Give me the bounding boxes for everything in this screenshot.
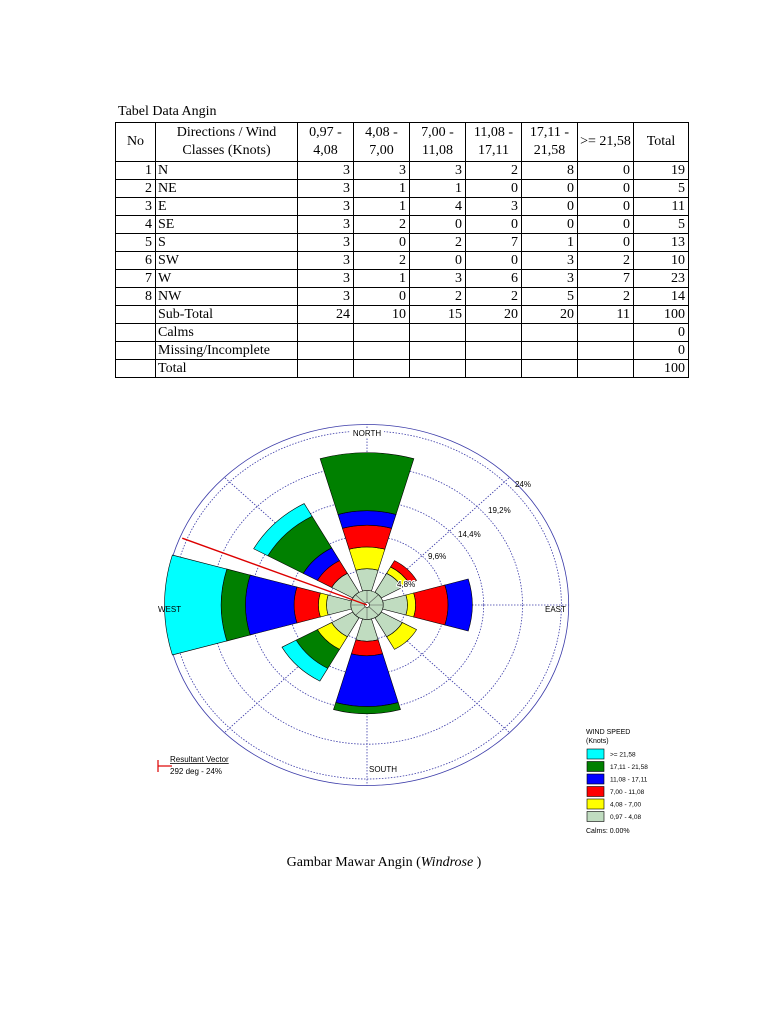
resultant-label: Resultant Vector bbox=[170, 755, 229, 764]
value-cell: 19 bbox=[634, 162, 689, 180]
value-cell: 0 bbox=[578, 234, 634, 252]
value-cell: 1 bbox=[354, 180, 410, 198]
legend-label: >= 21,58 bbox=[610, 751, 636, 759]
value-cell: 0 bbox=[634, 342, 689, 360]
header-class-4: 11,08 - 17,11 bbox=[466, 123, 522, 162]
header-total: Total bbox=[634, 123, 689, 162]
value-cell: 4 bbox=[410, 198, 466, 216]
legend-swatch bbox=[587, 749, 604, 759]
value-cell: 0 bbox=[578, 180, 634, 198]
figure-caption bbox=[0, 855, 768, 871]
rose-petal-segment bbox=[336, 654, 399, 707]
rose-petal-segment bbox=[320, 453, 414, 515]
row-number-cell: 5 bbox=[116, 234, 156, 252]
header-class-3: 7,00 - 11,08 bbox=[410, 123, 466, 162]
compass-label-north: NORTH bbox=[352, 429, 382, 438]
value-cell: 3 bbox=[298, 162, 354, 180]
direction-cell: Sub-Total bbox=[156, 306, 298, 324]
value-cell: 3 bbox=[410, 270, 466, 288]
value-cell: 0 bbox=[466, 252, 522, 270]
value-cell: 3 bbox=[522, 270, 578, 288]
rose-legend bbox=[586, 729, 648, 835]
value-cell: 0 bbox=[522, 180, 578, 198]
ring-label: 9,6% bbox=[428, 552, 447, 561]
rose-petals bbox=[165, 453, 473, 714]
row-number-cell: 3 bbox=[116, 198, 156, 216]
value-cell: 3 bbox=[522, 252, 578, 270]
compass-label-west: WEST bbox=[158, 605, 182, 614]
rose-petal-segment bbox=[445, 579, 472, 631]
value-cell: 3 bbox=[298, 198, 354, 216]
legend-swatch bbox=[587, 799, 604, 809]
rose-petal-segment bbox=[406, 593, 416, 617]
value-cell: 1 bbox=[354, 270, 410, 288]
caption-text: Gambar Mawar Angin ( bbox=[286, 855, 421, 870]
value-cell: 10 bbox=[634, 252, 689, 270]
compass-label-south: SOUTH bbox=[369, 765, 397, 774]
caption-italic: Windrose bbox=[420, 855, 474, 870]
direction-cell: W bbox=[156, 270, 298, 288]
legend-calms: Calms: 0.00% bbox=[586, 828, 630, 835]
ring-label: 4,8% bbox=[397, 580, 416, 589]
value-cell: 0 bbox=[522, 198, 578, 216]
rose-petal-segment bbox=[318, 593, 328, 617]
value-cell: 100 bbox=[634, 360, 689, 378]
table-title: Tabel Data Angin bbox=[118, 104, 217, 119]
legend-swatch bbox=[587, 762, 604, 772]
value-cell: 11 bbox=[634, 198, 689, 216]
value-cell: 8 bbox=[522, 162, 578, 180]
row-number-cell: 4 bbox=[116, 216, 156, 234]
value-cell: 7 bbox=[578, 270, 634, 288]
row-number-cell: 7 bbox=[116, 270, 156, 288]
rose-petal-segment bbox=[342, 525, 391, 549]
rose-petal-segment bbox=[351, 640, 382, 656]
value-cell: 3 bbox=[298, 216, 354, 234]
legend-label: 17,11 - 21,58 bbox=[610, 764, 648, 771]
value-cell: 100 bbox=[634, 306, 689, 324]
value-cell: 0 bbox=[578, 216, 634, 234]
direction-cell: N bbox=[156, 162, 298, 180]
value-cell: 3 bbox=[298, 288, 354, 306]
value-cell: 15 bbox=[410, 306, 466, 324]
value-cell: 7 bbox=[466, 234, 522, 252]
value-cell: 3 bbox=[410, 162, 466, 180]
row-number-cell: 1 bbox=[116, 162, 156, 180]
header-direction: Directions / Wind Classes (Knots) bbox=[156, 123, 298, 162]
value-cell: 3 bbox=[298, 234, 354, 252]
ring-label: 19,2% bbox=[488, 506, 511, 515]
ring-label: 24% bbox=[515, 480, 532, 489]
value-cell: 1 bbox=[522, 234, 578, 252]
rose-petal-segment bbox=[294, 587, 320, 623]
value-cell: 20 bbox=[466, 306, 522, 324]
direction-cell: Calms bbox=[156, 324, 298, 342]
rose-petal-segment bbox=[356, 619, 378, 641]
value-cell: 0 bbox=[466, 180, 522, 198]
value-cell: 0 bbox=[466, 216, 522, 234]
value-cell: 11 bbox=[578, 306, 634, 324]
value-cell: 0 bbox=[578, 162, 634, 180]
value-cell: 0 bbox=[578, 198, 634, 216]
legend-swatch bbox=[587, 787, 604, 797]
value-cell: 5 bbox=[634, 216, 689, 234]
legend-swatch bbox=[587, 812, 604, 822]
value-cell: 24 bbox=[298, 306, 354, 324]
rose-petal-segment bbox=[356, 569, 378, 591]
value-cell: 2 bbox=[354, 216, 410, 234]
direction-cell: Total bbox=[156, 360, 298, 378]
value-cell: 10 bbox=[354, 306, 410, 324]
value-cell: 0 bbox=[634, 324, 689, 342]
value-cell: 3 bbox=[298, 270, 354, 288]
value-cell: 1 bbox=[410, 180, 466, 198]
row-number-cell: 6 bbox=[116, 252, 156, 270]
direction-cell: SW bbox=[156, 252, 298, 270]
value-cell: 6 bbox=[466, 270, 522, 288]
direction-cell: E bbox=[156, 198, 298, 216]
value-cell: 2 bbox=[410, 234, 466, 252]
legend-label: 4,08 - 7,00 bbox=[610, 801, 642, 809]
value-cell: 2 bbox=[578, 252, 634, 270]
resultant-value: 292 deg - 24% bbox=[170, 767, 223, 776]
value-cell: 3 bbox=[298, 252, 354, 270]
rose-petal-segment bbox=[349, 547, 385, 570]
rose-petal-segment bbox=[383, 595, 408, 615]
value-cell: 3 bbox=[298, 180, 354, 198]
value-cell: 13 bbox=[634, 234, 689, 252]
legend-title: WIND SPEED bbox=[586, 729, 631, 736]
value-cell: 5 bbox=[522, 288, 578, 306]
row-number-cell: 8 bbox=[116, 288, 156, 306]
header-no: No bbox=[116, 123, 156, 162]
value-cell: 2 bbox=[578, 288, 634, 306]
value-cell: 1 bbox=[354, 198, 410, 216]
value-cell: 0 bbox=[354, 288, 410, 306]
value-cell: 2 bbox=[354, 252, 410, 270]
header-class-2: 4,08 - 7,00 bbox=[354, 123, 410, 162]
header-class-5: 17,11 - 21,58 bbox=[522, 123, 578, 162]
value-cell: 0 bbox=[410, 252, 466, 270]
legend-label: 7,00 - 11,08 bbox=[610, 789, 645, 796]
value-cell: 14 bbox=[634, 288, 689, 306]
value-cell: 2 bbox=[410, 288, 466, 306]
caption-end: ) bbox=[473, 855, 482, 870]
direction-cell: NE bbox=[156, 180, 298, 198]
legend-label: 0,97 - 4,08 bbox=[610, 814, 642, 821]
legend-label: 11,08 - 17,11 bbox=[610, 776, 648, 784]
value-cell: 0 bbox=[410, 216, 466, 234]
value-cell: 3 bbox=[354, 162, 410, 180]
legend-subtitle: (Knots) bbox=[586, 738, 609, 745]
direction-cell: NW bbox=[156, 288, 298, 306]
header-class-6: >= 21,58 bbox=[578, 123, 634, 162]
rose-petal-segment bbox=[246, 575, 297, 635]
value-cell: 23 bbox=[634, 270, 689, 288]
legend-swatch bbox=[587, 774, 604, 784]
value-cell: 2 bbox=[466, 288, 522, 306]
value-cell: 3 bbox=[466, 198, 522, 216]
rose-petal-segment bbox=[414, 585, 448, 625]
direction-cell: Missing/Incomplete bbox=[156, 342, 298, 360]
header-class-1: 0,97 - 4,08 bbox=[298, 123, 354, 162]
value-cell: 0 bbox=[522, 216, 578, 234]
direction-cell: S bbox=[156, 234, 298, 252]
value-cell: 2 bbox=[466, 162, 522, 180]
direction-cell: SE bbox=[156, 216, 298, 234]
row-number-cell: 2 bbox=[116, 180, 156, 198]
value-cell: 0 bbox=[354, 234, 410, 252]
value-cell: 20 bbox=[522, 306, 578, 324]
value-cell: 5 bbox=[634, 180, 689, 198]
compass-label-east: EAST bbox=[545, 605, 566, 614]
ring-label: 14,4% bbox=[458, 530, 481, 539]
